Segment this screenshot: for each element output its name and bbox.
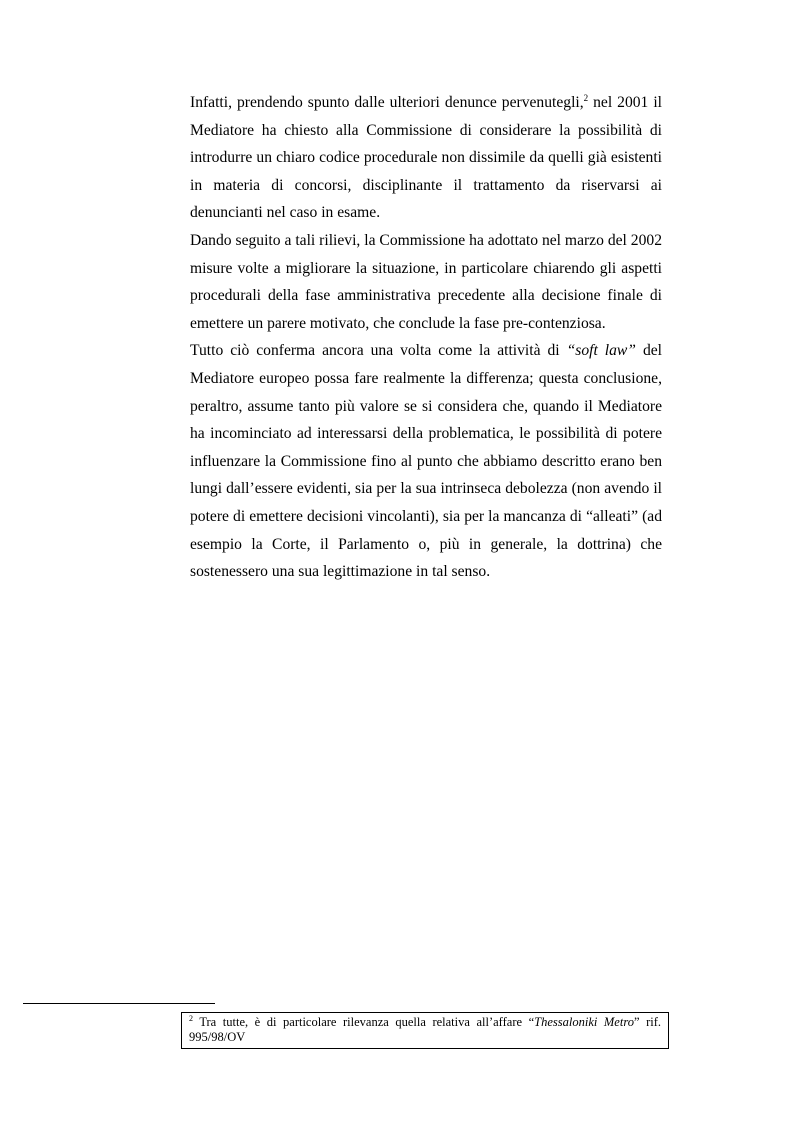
paragraph-1: Infatti, prendendo spunto dalle ulteriori denunce pervenutegli,$^2$ nel 2001 il Mediatore ha chiesto alla Commissione di considerare la possibilità di introdurre un chiaro codice procedurale non dissimile da quelli già esistenti in materia di concorsi, disciplinante il trattamento da riservarsi ai denuncianti nel caso in esame. bbox=[190, 93, 662, 222]
paragraph-3: Tutto ciò conferma ancora una volta come la attività di “soft law” del Mediatore europeo possa fare realmente la differenza; questa conclusione, peraltro, assume tanto più valore se si considera che, quando il Mediatore ha incominciato ad interessarsi della problematica, le possibilità di potere influenzare la Commissione fino al punto che abbiamo descritto erano ben lungi dall’essere evidenti, sia per la sua intrinseca debolezza (non avendo il potere di emettere decisioni vincolanti), sia per la mancanza di “alleati” (ad esempio la Corte, il Parlamento o, più in generale, la dottrina) che sostenessero una sua legittimazione in tal senso. bbox=[190, 342, 663, 581]
footnote-number: 2 bbox=[189, 1014, 193, 1023]
main-text bbox=[190, 89, 662, 586]
footnote-reference[interactable]: 2 bbox=[583, 93, 589, 103]
footnote-separator bbox=[23, 1003, 215, 1004]
paragraph-2: Dando seguito a tali rilievi, la Commissione ha adottato nel marzo del 2002 misure volte a migliorare la situazione, in particolare chiarendo gli aspetti procedurali della fase amministrativa precedente alla decisione finale di emettere un parere motivato, che conclude la fase pre-contenziosa. bbox=[190, 231, 662, 332]
footnote-emphasis: Thessaloniki Metro bbox=[534, 1015, 634, 1029]
soft-law-emphasis: “soft law” bbox=[566, 342, 636, 360]
footnote: $^2$ Tra tutte, è di particolare rilevanza quella relativa all’affare “Thessaloniki Metro” rif. 995/98/OV bbox=[181, 1012, 669, 1049]
